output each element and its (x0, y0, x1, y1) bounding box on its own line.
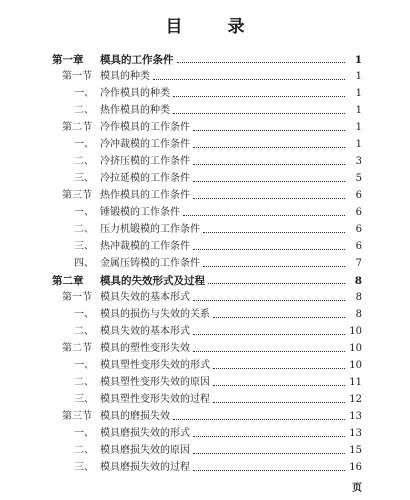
dot-leader (193, 146, 345, 148)
toc-entry-section[interactable] (62, 341, 362, 357)
toc-entry-number: 一、 (74, 428, 94, 439)
toc-entry-title: 热冲裁模的工作条件 (100, 241, 190, 252)
toc-entry-page: 6 (355, 224, 362, 235)
toc-entry-title: 模具磨损失效的原因 (100, 445, 190, 456)
toc-entry-title: 热作模具的工作条件 (100, 190, 190, 201)
toc-entry-title: 金属压铸模的工作条件 (100, 258, 200, 269)
toc-entry-number: 二、 (74, 445, 94, 456)
toc-entry-title: 模具的损伤与失效的关系 (100, 309, 210, 320)
toc-entry-page: 7 (355, 258, 362, 269)
toc-entry-number: 一、 (74, 360, 94, 371)
dot-leader (193, 435, 345, 437)
toc-entry-page: 3 (355, 156, 362, 167)
toc-entry-number: 第三节 (62, 190, 92, 201)
toc-entry-number: 二、 (74, 377, 94, 388)
toc-entry-item[interactable] (74, 137, 362, 153)
toc-entry-item[interactable] (74, 222, 362, 238)
toc-entry-title: 锤锻模的工作条件 (100, 207, 180, 218)
dot-leader (213, 384, 345, 386)
dot-leader (193, 469, 345, 471)
toc-entry-number: 一、 (74, 309, 94, 320)
toc-entry-page: 12 (349, 394, 362, 405)
toc-entry-page: 13 (349, 428, 362, 439)
toc-entry-page: 16 (349, 462, 362, 473)
toc-entry-item[interactable] (74, 358, 362, 374)
toc-entry-number: 三、 (74, 394, 94, 405)
toc-entry-page: 1 (355, 105, 362, 116)
toc-entry-section[interactable] (62, 120, 362, 136)
toc-entry-page: 1 (355, 122, 362, 133)
toc-entry-title: 模具的种类 (100, 71, 150, 82)
dot-leader (177, 61, 346, 63)
toc-entry-title: 模具塑性变形失效的原因 (100, 377, 210, 388)
toc-entry-page: 10 (349, 360, 362, 371)
toc-entry-page: 1 (354, 54, 362, 66)
dot-leader (213, 367, 345, 369)
toc-entry-number: 第一节 (62, 71, 92, 82)
toc-entry-number: 一、 (74, 139, 94, 150)
toc-entry-number: 第三节 (62, 411, 92, 422)
dot-leader (193, 248, 345, 250)
toc-entry-page: 6 (355, 241, 362, 252)
toc-entry-number: 三、 (74, 241, 94, 252)
toc-entry-number: 第二节 (62, 122, 92, 133)
toc-entry-section[interactable] (62, 409, 362, 425)
toc-entry-number: 一、 (74, 207, 94, 218)
toc-entry-page: 10 (349, 343, 362, 354)
dot-leader (173, 418, 345, 420)
dot-leader (193, 452, 345, 454)
toc-entry-number: 二、 (74, 105, 94, 116)
toc-entry-title: 模具磨损失效的形式 (100, 428, 190, 439)
toc-entry-title: 模具的磨损失效 (100, 411, 170, 422)
toc-entry-item[interactable] (74, 375, 362, 391)
toc-entry-title: 模具塑性变形失效的形式 (100, 360, 210, 371)
dot-leader (193, 163, 345, 165)
toc-entry-page: 1 (355, 88, 362, 99)
toc-entry-item[interactable] (74, 426, 362, 442)
toc-entry-number: 三、 (74, 462, 94, 473)
dot-leader (193, 180, 345, 182)
toc-entry-number: 第一节 (62, 292, 92, 303)
toc-entry-section[interactable] (62, 69, 362, 85)
toc-entry-item[interactable] (74, 256, 362, 272)
toc-entry-title: 压力机锻模的工作条件 (100, 224, 200, 235)
dot-leader (193, 333, 345, 335)
dot-leader (193, 129, 345, 131)
toc-entry-chapter[interactable] (52, 273, 362, 289)
toc-entry-item[interactable] (74, 392, 362, 408)
dot-leader (173, 112, 345, 114)
toc-entry-item[interactable] (74, 171, 362, 187)
toc-entry-item[interactable] (74, 324, 362, 340)
toc-entry-title: 冷作模具的工作条件 (100, 122, 190, 133)
toc-entry-page: 8 (354, 275, 362, 287)
toc-entry-number: 二、 (74, 326, 94, 337)
toc-entry-item[interactable] (74, 205, 362, 221)
toc-entry-item[interactable] (74, 103, 362, 119)
toc-entry-title: 模具磨损失效的过程 (100, 462, 190, 473)
dot-leader (193, 299, 345, 301)
toc-entry-title: 模具失效的基本形式 (100, 326, 190, 337)
dot-leader (193, 350, 345, 352)
toc-entry-number: 第一章 (52, 54, 84, 66)
toc-entry-number: 四、 (74, 258, 94, 269)
dot-leader (193, 197, 345, 199)
toc-entry-title: 模具塑性变形失效的过程 (100, 394, 210, 405)
toc-entry-title: 模具失效的基本形式 (100, 292, 190, 303)
toc-entry-section[interactable] (62, 188, 362, 204)
toc-entry-item[interactable] (74, 239, 362, 255)
toc-entry-title: 模具的失效形式及过程 (100, 275, 205, 287)
toc-entry-page: 1 (355, 71, 362, 82)
toc-entry-title: 热作模具的种类 (100, 105, 170, 116)
toc-entry-section[interactable] (62, 290, 362, 306)
dot-leader (213, 401, 345, 403)
toc-entry-page: 10 (349, 326, 362, 337)
toc-entry-number: 二、 (74, 156, 94, 167)
toc-entry-page: 15 (349, 445, 362, 456)
toc-entry-title: 模具的工作条件 (100, 54, 174, 66)
toc-entry-page: 1 (355, 139, 362, 150)
toc-entry-title: 冷冲裁模的工作条件 (100, 139, 190, 150)
toc-entry-title: 冷拉延模的工作条件 (100, 173, 190, 184)
toc-entry-number: 第二节 (62, 343, 92, 354)
toc-entry-number: 二、 (74, 224, 94, 235)
toc-entry-title: 模具的塑性变形失效 (100, 343, 190, 354)
toc-entry-page: 6 (355, 207, 362, 218)
toc-entry-page: 8 (355, 292, 362, 303)
dot-leader (208, 282, 345, 284)
dot-leader (173, 95, 345, 97)
toc-entry-title: 冷作模具的种类 (100, 88, 170, 99)
toc-entry-page: 8 (355, 309, 362, 320)
dot-leader (153, 78, 345, 80)
page-footer: 页 (352, 483, 362, 494)
dot-leader (203, 265, 345, 267)
dot-leader (203, 231, 345, 233)
toc-entry-number: 第二章 (52, 275, 84, 287)
toc-entry-number: 三、 (74, 173, 94, 184)
toc-entry-page: 11 (349, 377, 362, 388)
toc-entry-page: 13 (349, 411, 362, 422)
dot-leader (183, 214, 345, 216)
toc-entry-item[interactable] (74, 86, 362, 102)
toc-entry-page: 5 (355, 173, 362, 184)
toc-entry-item[interactable] (74, 460, 362, 476)
toc-entry-number: 一、 (74, 88, 94, 99)
page-title: 目 录 (165, 17, 259, 37)
toc-entry-item[interactable] (74, 307, 362, 323)
toc-entry-item[interactable] (74, 443, 362, 459)
toc-entry-item[interactable] (74, 154, 362, 170)
dot-leader (213, 316, 345, 318)
toc-entry-chapter[interactable] (52, 52, 362, 68)
toc-entry-title: 冷挤压模的工作条件 (100, 156, 190, 167)
toc-entry-page: 6 (355, 190, 362, 201)
